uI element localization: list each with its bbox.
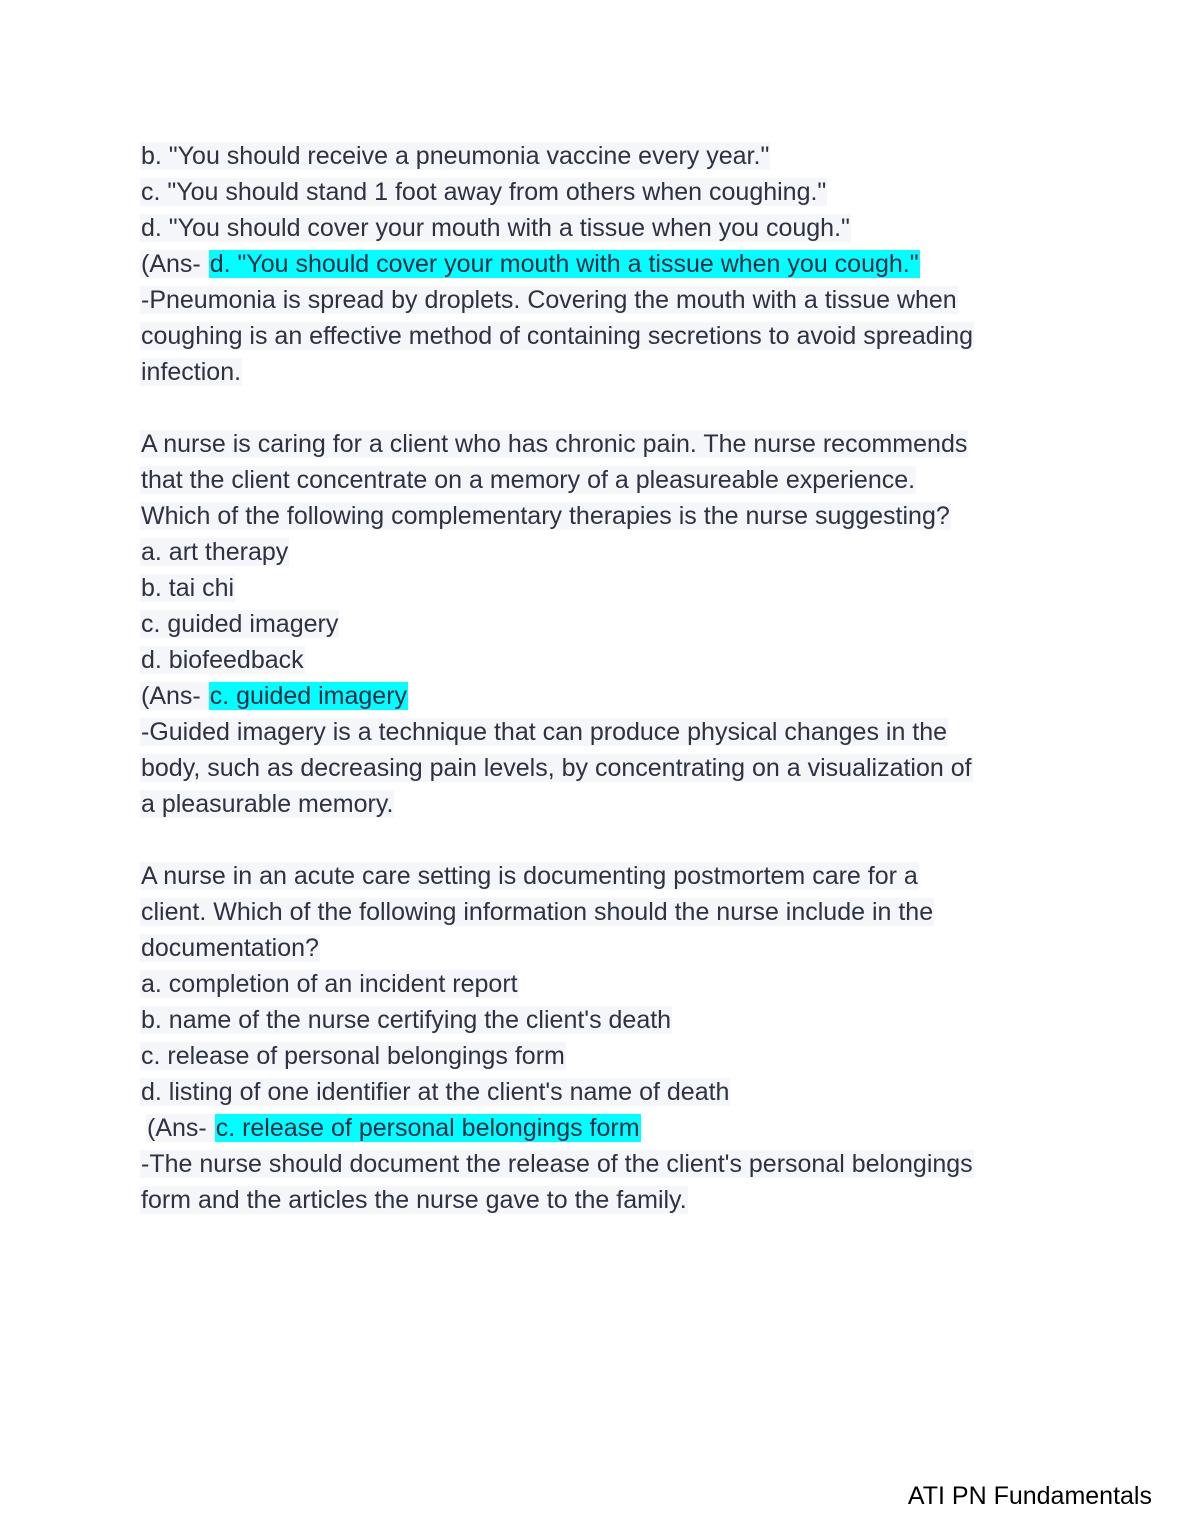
option-a: a. art therapy xyxy=(141,538,289,566)
answer-line xyxy=(140,1110,1060,1146)
option-b: b. "You should receive a pneumonia vaccine every year." xyxy=(141,142,770,170)
option-d: d. biofeedback xyxy=(141,646,304,674)
option-b: b. tai chi xyxy=(141,574,235,602)
answer-line xyxy=(140,678,1060,714)
rationale-line: body, such as decreasing pain levels, by concentrating on a visualization of xyxy=(141,754,972,782)
question-line: Which of the following complementary therapies is the nurse suggesting? xyxy=(141,502,950,530)
answer-line xyxy=(140,246,1060,282)
question-line: that the client concentrate on a memory of a pleasureable experience. xyxy=(141,466,916,494)
option-d: d. listing of one identifier at the client's name of death xyxy=(141,1078,730,1106)
rationale-line: a pleasurable memory. xyxy=(141,790,394,818)
paragraph-gap xyxy=(140,390,1060,426)
question-line: A nurse is caring for a client who has chronic pain. The nurse recommends xyxy=(141,430,968,458)
answer-highlight: d. "You should cover your mouth with a tissue when you cough." xyxy=(209,250,919,278)
option-a: a. completion of an incident report xyxy=(141,970,518,998)
answer-prefix: (Ans- xyxy=(141,682,208,710)
rationale-line: -The nurse should document the release of the client's personal belongings xyxy=(141,1150,973,1178)
rationale-line: -Guided imagery is a technique that can produce physical changes in the xyxy=(141,718,948,746)
option-b: b. name of the nurse certifying the client's death xyxy=(141,1006,672,1034)
rationale-line: -Pneumonia is spread by droplets. Covering the mouth with a tissue when xyxy=(141,286,957,314)
document-body xyxy=(140,138,1060,1218)
option-c: c. guided imagery xyxy=(141,610,339,638)
paragraph-gap xyxy=(140,822,1060,858)
answer-highlight: c. release of personal belongings form xyxy=(215,1114,640,1142)
question-block-chronic-pain xyxy=(140,426,1060,822)
footer-label: ATI PN Fundamentals xyxy=(907,1482,1152,1510)
option-c: c. release of personal belongings form xyxy=(141,1042,565,1070)
answer-highlight: c. guided imagery xyxy=(209,682,408,710)
question-line: client. Which of the following information should the nurse include in the xyxy=(141,898,934,926)
rationale-line: coughing is an effective method of containing secretions to avoid spreading xyxy=(141,322,974,350)
option-d: d. "You should cover your mouth with a tissue when you cough." xyxy=(141,214,850,242)
question-block-pneumonia xyxy=(140,138,1060,390)
question-line: A nurse in an acute care setting is documenting postmortem care for a xyxy=(141,862,918,890)
answer-prefix: (Ans- xyxy=(147,1114,214,1142)
rationale-line: infection. xyxy=(141,358,242,386)
option-c: c. "You should stand 1 foot away from others when coughing." xyxy=(141,178,827,206)
question-block-postmortem xyxy=(140,858,1060,1218)
rationale-line: form and the articles the nurse gave to the family. xyxy=(141,1186,687,1214)
question-line: documentation? xyxy=(141,934,319,962)
answer-prefix: (Ans- xyxy=(141,250,208,278)
